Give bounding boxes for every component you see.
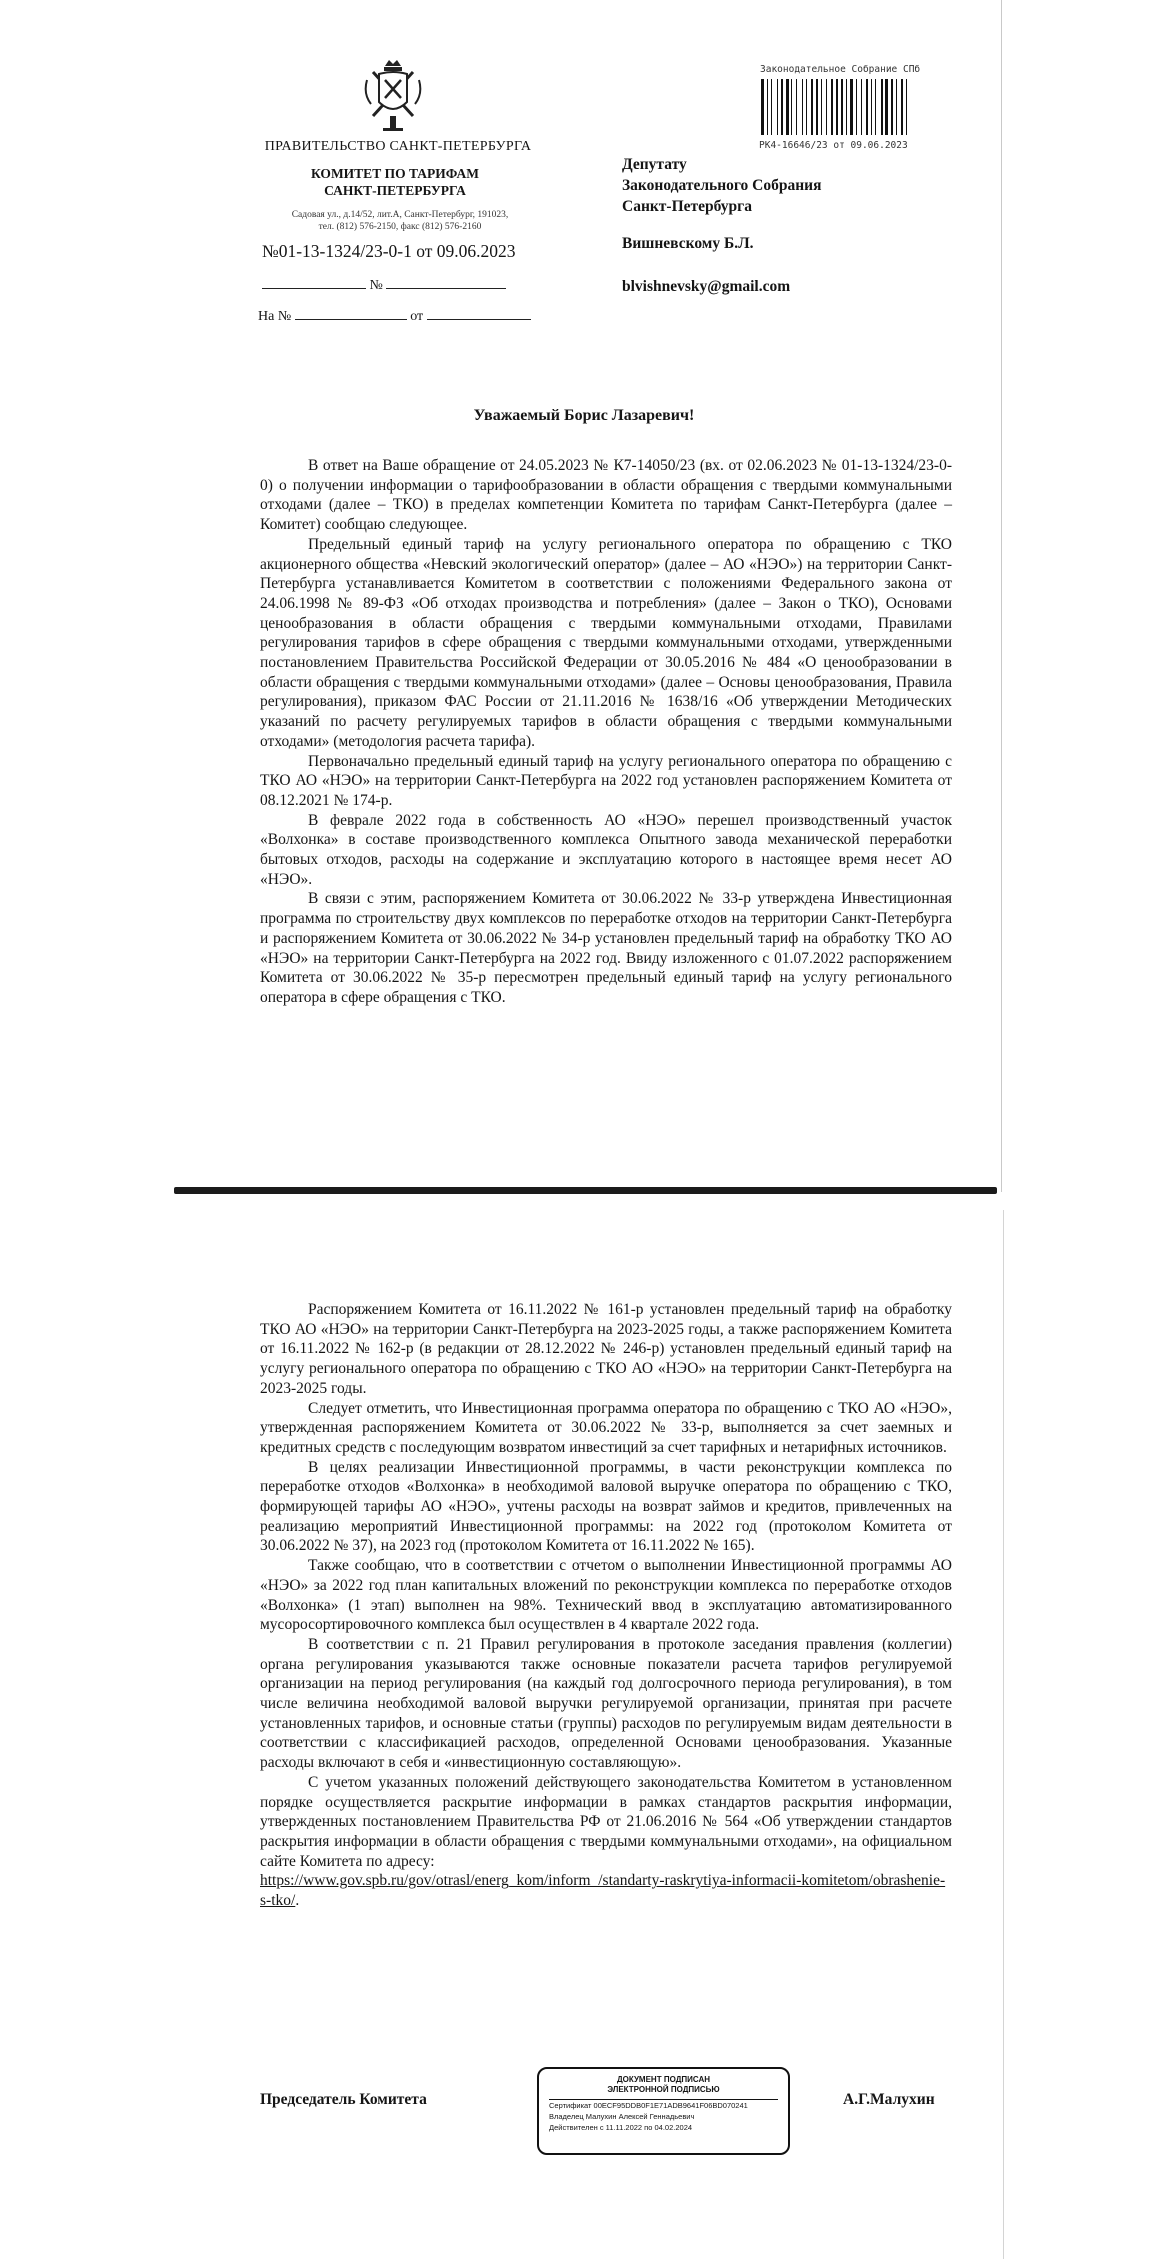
paragraph: С учетом указанных положений действующего законодательства Комитетом в установленном порядке осуществляется раскрытие информации в рамках стандартов раскрытия информации, утвержденных постановлением Правительства РФ от 21.06.2016 № 564 «Об утверждении стандартов раскрытия информации в области обращения с твердыми коммунальными отходами», на официальном сайте Комитета по адресу: xyxy=(260,1773,952,1870)
stamp-certificate: Сертификат 00ECF95DDB0F1E71ADB9641F06BD070241 xyxy=(549,2101,748,2110)
barcode-bar xyxy=(819,79,820,135)
committee-address xyxy=(262,209,538,233)
paragraph: В целях реализации Инвестиционной программы, в части реконструкции комплекса по переработке отходов «Волхонка» в необходимой валовой выручке оператора по обращению с ТКО, формирующей тарифы АО «НЭО», учтены расходы на возврат займов и кредитов, привлеченных на реализацию мероприятий Инвестиционной программы: на 2022 год (протоколом Комитета от 30.06.2022 № 37), на 2023 год (протоколом Комитета от 16.11.2022 № 165). xyxy=(260,1458,952,1555)
barcode-bar xyxy=(808,79,810,135)
barcode-bar xyxy=(821,79,822,135)
paragraph: В ответ на Ваше обращение от 24.05.2023 № К7-14050/23 (вх. от 02.06.2023 № 01-13-1324/23-0-0) о получении информации о тарифообразовании в области обращения с твердыми коммунальными отходами (далее – ТКО) в пределах компетенции Комитета по тарифам Санкт-Петербурга (далее – Комитет) сообщаю следующее. xyxy=(260,457,952,534)
barcode-bar xyxy=(884,79,885,135)
barcode-bar xyxy=(894,79,895,135)
paragraph: В соответствии с п. 21 Правил регулирования в протоколе заседания правления (коллегии) органа регулирования указываются также основные показатели расчета тарифов регулируемой организации на период регулирования (на каждый год долгосрочного периода регулирования), в том числе величина необходимой валовой выручки регулируемой организации, принятая при расчете установленных тарифов, и основные статьи (группы) расходов по регулируемым видам деятельности в соответствии с классификацией расходов, определенной Основами ценообразования. Указанные расходы включают в себя и «инвестиционную составляющую». xyxy=(260,1635,952,1772)
barcode-bar xyxy=(767,79,769,135)
registration-barcode xyxy=(761,79,909,135)
blank-from-underline xyxy=(427,307,531,320)
paragraph: Предельный единый тариф на услугу регионального оператора по обращению с ТКО акционерного общества «Невский экологический оператор» (далее – АО «НЭО») на территории Санкт-Петербурга устанавливается Комитетом в соответствии с положениями Федерального закона от 24.06.1998 № 89-ФЗ «Об отходах производства и потребления» (далее – Закон о ТКО), Основами ценообразования в области обращения с твердыми коммунальными отходами, Правилами регулирования тарифов в сфере обращения с твердыми коммунальными отходами, утвержденными постановлением Правительства Российской Федерации от 30.05.2016 № 484 «О ценообразовании в области обращения с твердыми коммунальными отходами» (далее – Основы ценообразования, Правила регулирования), приказом ФАС России от 21.11.2016 № 1638/16 «Об утверждении Методических указаний по расчету регулируемых тарифов в области обращения с твердыми коммунальными отходами» (методология расчета тарифа). xyxy=(260,535,952,750)
barcode-bar xyxy=(836,79,839,135)
barcode-bar xyxy=(793,79,795,135)
barcode-bar xyxy=(858,79,860,135)
barcode-bar xyxy=(826,79,827,135)
barcode-bar xyxy=(896,79,897,135)
committee-name xyxy=(290,165,500,199)
barcode-bar xyxy=(777,79,778,135)
barcode-bar xyxy=(841,79,843,135)
link-line: https://www.gov.spb.ru/gov/otrasl/energ_kom/inform_/standarty-raskrytiya-informacii-komitetom/obrashenie-s-tko/. xyxy=(260,1872,946,1910)
barcode-bar xyxy=(823,79,826,135)
stamp-title-line-2: ЭЛЕКТРОННОЙ ПОДПИСЬЮ xyxy=(607,2085,720,2094)
barcode-bar xyxy=(761,79,764,135)
barcode-bar xyxy=(877,79,880,135)
barcode-bar xyxy=(850,79,853,135)
addressee-name: Вишневскому Б.Л. xyxy=(622,235,754,252)
barcode-bar xyxy=(816,79,818,135)
blank-number-sign: № xyxy=(369,278,383,293)
barcode-bar xyxy=(798,79,801,135)
barcode-bar xyxy=(844,79,845,135)
barcode-bar xyxy=(802,79,804,135)
stamp-validity: Действителен с 11.11.2022 по 04.02.2024 xyxy=(549,2123,693,2132)
barcode-bar xyxy=(873,79,875,135)
coat-of-arms-emblem xyxy=(363,58,423,132)
government-name: ПРАВИТЕЛЬСТВО САНКТ-ПЕТЕРБУРГА xyxy=(264,139,532,154)
barcode-bar xyxy=(862,79,865,135)
barcode-bar xyxy=(786,79,789,135)
barcode-bar xyxy=(781,79,783,135)
electronic-signature-stamp xyxy=(537,2067,790,2155)
barcode-bar xyxy=(831,79,833,135)
blank-from-label: от xyxy=(410,309,424,324)
page-divider xyxy=(174,1187,997,1194)
paragraph: В феврале 2022 года в собственность АО «НЭО» перешел производственный участок «Волхонка» в составе производственного комплекса Опытного завода механической переработки бытовых отходов, расходы на содержание и эксплуатацию которого в настоящее время несет АО «НЭО». xyxy=(260,811,952,888)
barcode-bar xyxy=(839,79,840,135)
barcode-bar xyxy=(906,79,907,135)
barcode-bar xyxy=(871,79,872,135)
barcode-bar xyxy=(769,79,770,135)
addressee-line-1: Депутату xyxy=(622,156,687,173)
barcode-bar xyxy=(856,79,857,135)
disclosure-link[interactable]: https://www.gov.spb.ru/gov/otrasl/energ_kom/inform_/standarty-raskrytiya-informacii-komitetom/obrashenie-s-tko/ xyxy=(260,1872,946,1910)
barcode-bar xyxy=(771,79,772,135)
address-line-1: Садовая ул., д.14/52, лит.А, Санкт-Петербург, 191023, xyxy=(291,210,509,220)
barcode-bar xyxy=(854,79,855,135)
stamp-owner: Владелец Малухин Алексей Геннадьевич xyxy=(549,2112,695,2121)
blank-re-label: На № xyxy=(258,309,292,324)
barcode-bar xyxy=(889,79,890,135)
signatory-name: А.Г.Малухин xyxy=(843,2091,935,2108)
blank-re-underline xyxy=(295,307,407,320)
blank-date-underline xyxy=(262,276,366,289)
addressee-block xyxy=(622,154,822,217)
barcode-bar xyxy=(846,79,847,135)
paragraph: В связи с этим, распоряжением Комитета от 30.06.2022 № 33-р утверждена Инвестиционная программа по строительству двух комплексов по переработке отходов на территории Санкт-Петербурга и распоряжением Комитета от 30.06.2022 № 34-р установлен предельный тариф на обработку ТКО АО «НЭО» на территории Санкт-Петербурга на 2022 год. Ввиду изложенного с 01.07.2022 распоряжением Комитета от 30.06.2022 № 35-р пересмотрен предельный единый тариф на услугу регионального оператора в сфере обращения с ТКО. xyxy=(260,890,952,1006)
barcode-bar xyxy=(897,79,900,135)
address-line-2: тел. (812) 576-2150, факс (812) 576-2160 xyxy=(318,222,482,232)
barcode-bar xyxy=(901,79,903,135)
barcode-bar xyxy=(773,79,776,135)
signature-title: Председатель Комитета xyxy=(260,2091,427,2108)
committee-line-2: САНКТ-ПЕТЕРБУРГА xyxy=(324,183,466,198)
barcode-bar xyxy=(814,79,815,135)
addressee-line-3: Санкт-Петербурга xyxy=(622,198,752,215)
barcode-bar xyxy=(866,79,868,135)
blank-number-line xyxy=(262,276,506,294)
greeting: Уважаемый Борис Лазаревич! xyxy=(473,407,695,424)
barcode-bar xyxy=(904,79,905,135)
paragraph: Следует отметить, что Инвестиционная программа оператора по обращению с ТКО АО «НЭО», утвержденная распоряжением Комитета от 30.06.2022 № 33-р, выполняется за счет заемных и кредитных средств с последующим возвратом инвестиций за счет тарифных и нетарифных источников. xyxy=(260,1399,952,1456)
barcode-bar xyxy=(834,79,835,135)
page-edge-line xyxy=(1001,0,1002,1192)
registration-code: РК4-16646/23 от 09.06.2023 xyxy=(759,140,908,151)
registration-org: Законодательное Собрание СПб xyxy=(760,64,921,75)
barcode-bar xyxy=(806,79,807,135)
barcode-bar xyxy=(875,79,876,135)
outgoing-number: №01-13-1324/23-0-1 от 09.06.2023 xyxy=(262,241,516,261)
letter-body-page-2 xyxy=(260,1300,952,1911)
barcode-bar xyxy=(891,79,893,135)
blank-number-underline xyxy=(386,276,506,289)
barcode-bar xyxy=(885,79,888,135)
barcode-bar xyxy=(828,79,830,135)
barcode-bar xyxy=(861,79,862,135)
letter-body-page-1 xyxy=(260,456,952,1008)
barcode-bar xyxy=(791,79,792,135)
barcode-bar xyxy=(811,79,814,135)
paragraph: Также сообщаю, что в соответствии с отчетом о выполнении Инвестиционной программы АО «НЭО» за 2022 год план капитальных вложений по реконструкции комплекса по переработке отходов «Волхонка» (1 этап) выполнен на 98%. Технический ввод в эксплуатацию автоматизированного мусоросортировочного комплекса был осуществлен в 4 квартале 2022 года. xyxy=(260,1557,952,1634)
paragraph: Первоначально предельный единый тариф на услугу регионального оператора по обращению с ТКО АО «НЭО» на территории Санкт-Петербурга на 2022 год установлен распоряжением Комитета от 08.12.2021 № 174-р. xyxy=(260,752,952,809)
blank-reference-line xyxy=(258,307,531,325)
barcode-bar xyxy=(796,79,797,135)
barcode-bar xyxy=(869,79,870,135)
barcode-bar xyxy=(779,79,781,135)
paragraph: Распоряжением Комитета от 16.11.2022 № 161-р установлен предельный тариф на обработку ТКО АО «НЭО» на территории Санкт-Петербурга на 2023-2025 годы, а также распоряжением Комитета от 16.11.2022 № 162-р (в редакции от 28.12.2022 № 246-р) установлен предельный единый тариф на услугу регионального оператора по обращению с ТКО АО «НЭО» на территории Санкт-Петербурга на 2023-2025 годы. xyxy=(260,1301,952,1397)
barcode-bar xyxy=(790,79,791,135)
stamp-title-line-1: ДОКУМЕНТ ПОДПИСАН xyxy=(616,2075,711,2084)
addressee-line-2: Законодательного Собрания xyxy=(622,177,822,194)
barcode-bar xyxy=(784,79,785,135)
addressee-email: blvishnevsky@gmail.com xyxy=(622,278,791,295)
barcode-bar xyxy=(848,79,850,135)
committee-line-1: КОМИТЕТ ПО ТАРИФАМ xyxy=(310,166,480,181)
barcode-bar xyxy=(908,79,910,135)
barcode-bar xyxy=(765,79,766,135)
barcode-bar xyxy=(804,79,805,135)
page-edge-line xyxy=(1003,1210,1004,2259)
barcode-bar xyxy=(881,79,883,135)
stamp-title xyxy=(539,2075,788,2095)
